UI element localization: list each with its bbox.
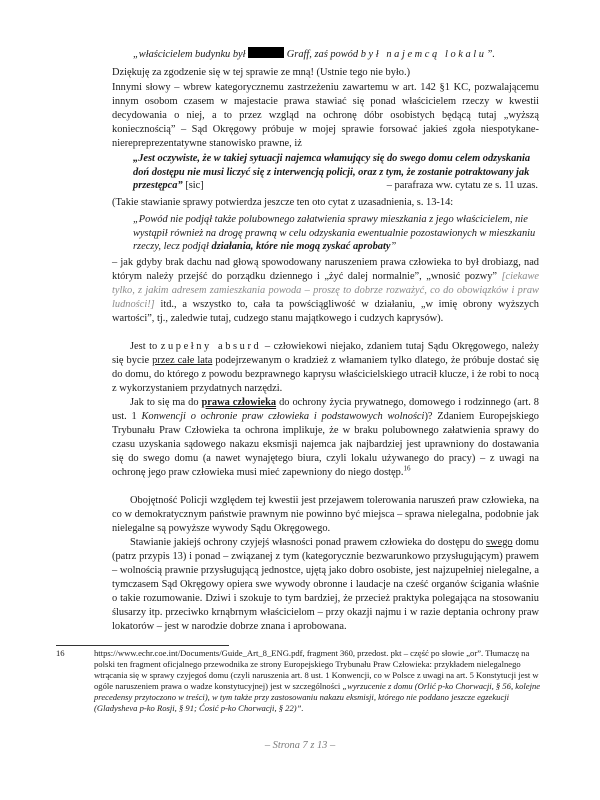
- human-right-text-3: )? Zdaniem Europejskiego Trybunału Praw Człowieka ta ochrona implikuje, że w braku polubownego załatwienia sprawy do czasu uzyskania sądowego nakazu eksmisji najemca jak najbardziej jest uprawniony do dostawania się do swego domu (a nawet wynajętego biura, czyli lokalu używanego do pracy) – z uwagi na ochronę jego praw człowieka musi mieć zapewniony do niego dostęp.: [112, 411, 540, 478]
- footnote-separator: [56, 645, 229, 646]
- quote-owner-name: Graff, zaś powód: [286, 49, 359, 60]
- paragraph-roof: [112, 256, 539, 326]
- page-number: – Strona 7 z 13 –: [264, 740, 336, 751]
- paragraph-property: [112, 536, 539, 634]
- convention-title: Konwencji o ochronie praw człowieka i podstawowych wolności: [141, 411, 425, 422]
- human-right-text-2: do ochrony życia prywatnego, domowego i rodzinnego (art. 8 ust. 1: [112, 397, 539, 422]
- property-text-2: domu (patrz przypis 13) i ponad – związanej z tym (kategorycznie bezwarunkowo przysługującym) prawem – wolnością prawnie przysługującą jednostce, ujętą jako dobro osobiste, jest najzupełniej nielegalne, a tymczasem Sąd Okręgowy opiera swe wywody obronne i laudacje na cześć organów ścigania właśnie o takie rozumowanie. Dziwi i szokuje to tym bardziej, że przecież praktyka polegająca na stosowaniu ślusarzy itp. przeciwko krnąbrnym właścicielom – przy okazji najmu i w razie deptania ochrony praw lokatorów – jest w narodzie dobrze znana i aprobowana.: [112, 537, 539, 632]
- property-text-1: Stawianie jakiejś ochrony czyjejś własności ponad prawem człowieka do dostępu do: [130, 537, 484, 548]
- quote-1-sic: [sic]: [182, 180, 204, 192]
- quote-2-bold: działania, które nie mogą zyskać aprobaty: [211, 241, 391, 253]
- paragraph-police: Obojętność Policji względem tej kwestii jest przejawem tolerowania naruszeń praw człowieka, na co w demokratycznym państwie prawnym nie powinno być miejsca – sprawa nielegalna, podobnie jak nielegalne są powyższe wywody Sądu Okręgowego.: [112, 495, 539, 534]
- paragraph-absurd: [112, 340, 539, 396]
- paragraph-confirmation: (Takie stawianie sprawy potwierdza jeszcze ten oto cytat z uzasadnienia, s. 13-14:: [112, 197, 454, 208]
- footnote-number: 16: [56, 648, 65, 658]
- quote-block-1: [133, 152, 538, 193]
- quote-1-paraphrase: – parafraza ww. cytatu ze s. 11 uzas.: [386, 180, 538, 192]
- roof-grey-comment: [ciekawe tylko, z jakim adresem zamieszkania powoda – proszę to dobrze rozważyć, co do obowiązków i praw ludności!]: [112, 271, 539, 310]
- absurd-spaced: zupełny absurd: [160, 341, 262, 352]
- human-right-text-1: Jak to się ma do: [130, 397, 199, 408]
- roof-text-2: itd., a wszystko to, cała ta powściągliwość w działaniu, „w imię obrony wyższych wartości”, tj., zaledwie tutaj, cudzego stanu majątkowego i cudzych kaprysów).: [112, 299, 539, 324]
- quote-owner-spaced: był najemcą lokalu: [360, 49, 487, 60]
- paragraph-human-right: [112, 396, 539, 480]
- footnote-quote: „wyrzucenie z domu (Orlić p-ko Chorwacji, § 56, kolejne precedensy przytoczono w treści), w tym także przy zastosowaniu nakazu eksmisji, którego nie poddano jeszcze egzekucji (Gladysheva p-ko Rosji, § 91; Ćosić p-ko Chorwacji, § 22)”.: [94, 681, 541, 713]
- footnote-16: [56, 648, 542, 714]
- absurd-text-3: podejrzewanym o kradzież z włamaniem tylko dlatego, że próbuje dostać się do domu, do którego z powodu bezprawnego kaprysu właścicielskiego utracił klucze, i że robi to nocą z wykorzystaniem przydatnych narzędzi.: [112, 355, 539, 394]
- redaction-box: [248, 47, 284, 58]
- quote-2-text: „Powód nie podjął także polubownego załatwienia sprawy mieszkania z jego właścicielem, nie wystąpił również na drogę prawną w celu odzyskania ewentualnie pozostawionych w mieszkaniu rzeczy, lecz podjął: [133, 214, 536, 253]
- absurd-text-2: – człowiekowi niejako, zdaniem tutaj Sądu Okręgowego, należy się bycie: [112, 341, 539, 366]
- roof-text-1: – jak gdyby brak dachu nad głową spowodowany naruszeniem prawa człowieka to był drobiazg, nad którym należy przejść do porządku dziennego i „żyć dalej normalnie”, „wnosić pozwy”: [112, 257, 539, 282]
- paragraph-thanks: Dziękuję za zgodzenie się w tej sprawie ze mną! (Ustnie tego nie było.): [112, 67, 411, 78]
- absurd-text-1: Jest to: [130, 341, 158, 352]
- footnote-text: https://www.echr.coe.int/Documents/Guide_Art_8_ENG.pdf, fragment 360, przedost. pkt – część po słowie „or”. Tłumaczę na polski ten fragment oficjalnego przewodnika ze strony Europejskiego Trybunału Praw Człowieka: przykładem nielegalnego wtrącania się w sprawy czyjegoś domu (czyli naruszenia art. 8 ust. 1 Konwencji, co w Polsce z uwagi na art. 5 Konstytucji jest w ogóle naruszeniem prawa o wadze konstytucyjnej) jest w szczególności: [94, 648, 539, 691]
- property-underlined: swego: [486, 537, 513, 548]
- footnote-ref-16[interactable]: 16: [403, 464, 411, 473]
- quote-1-text: „Jest oczywiste, że w takiej sytuacji najemca włamujący się do swego domu celem odzyskania doń dostępu nie musi liczyć się z interwencją policji, oraz z tym, że zostanie potraktowany jak przestępca”: [133, 153, 531, 192]
- quote-block-2: [133, 213, 538, 254]
- quote-owner-end: ”.: [486, 49, 495, 60]
- quote-line-owner: [133, 47, 538, 62]
- quote-owner-start: „właścicielem budynku był: [133, 49, 246, 60]
- absurd-underlined: przez całe lata: [152, 355, 213, 366]
- quote-2-end: ”: [390, 241, 397, 253]
- paragraph-in-other-words: Innymi słowy – wbrew kategorycznemu zastrzeżeniu zawartemu w art. 142 §1 KC, pozwalającemu innym osobom czasem w majestacie prawa stawiać się ponad właścicielem rzeczy w kwestii decydowania o niej, a to przez wzgląd na ochronę dóbr osobistych będącą tutaj „wyższą koniecznością” – Sąd Okręgowy próbuje w mojej sprawie forsować jakieś zgoła niespotykane-nierepreprezentatywne stanowisko prawne, iż: [112, 82, 539, 149]
- human-right-bold: prawa człowieka: [201, 397, 277, 408]
